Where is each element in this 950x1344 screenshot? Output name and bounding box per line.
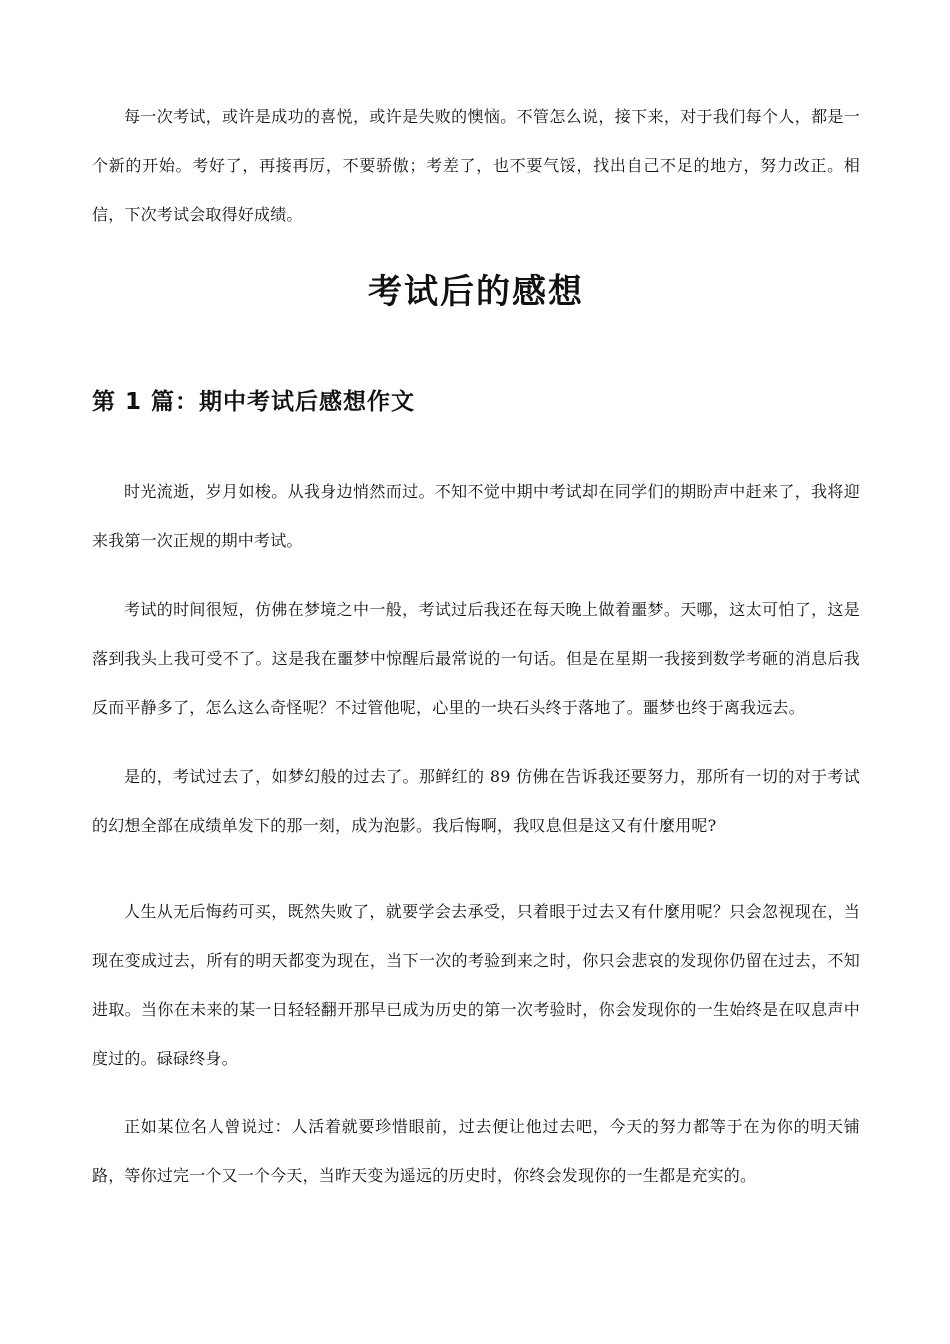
body-paragraph: 正如某位名人曾说过：人活着就要珍惜眼前，过去便让他过去吧，今天的努力都等于在为你的明天铺路，等你过完一个又一个今天，当昨天变为遥远的历史时，你终会发现你的一生都是充实的。 <box>92 1117 860 1185</box>
title-section <box>92 264 860 313</box>
body-paragraph: 考试的时间很短，仿佛在梦境之中一般，考试过后我还在每天晚上做着噩梦。天哪，这太可怕了，这是落到我头上我可受不了。这是我在噩梦中惊醒后最常说的一句话。但是在星期一我接到数学考砸的消息后我反而平静多了，怎么这么奇怪呢？不过管他呢，心里的一块石头终于落地了。噩梦也终于离我远去。 <box>92 600 860 717</box>
section-title: 第 1 篇：期中考试后感想作文 <box>92 389 416 415</box>
body-paragraph: 人生从无后悔药可买，既然失败了，就要学会去承受，只着眼于过去又有什麼用呢？只会忽视现在，当现在变成过去，所有的明天都变为现在，当下一次的考验到来之时，你只会悲哀的发现你仍留在过去，不知进取。当你在未来的某一日轻轻翻开那早已成为历史的第一次考验时，你会发现你的一生始终是在叹息声中度过的。碌碌终身。 <box>92 902 860 1068</box>
paragraph-block-1 <box>92 467 860 565</box>
paragraph-block-5 <box>92 1102 860 1200</box>
body-paragraph: 是的，考试过去了，如梦幻般的过去了。那鲜红的 89 仿佛在告诉我还要努力，那所有一切的对于考试的幻想全部在成绩单发下的那一刻，成为泡影。我后悔啊，我叹息但是这又有什麼用呢? <box>92 767 860 835</box>
intro-paragraph: 每一次考试，或许是成功的喜悦，或许是失败的懊恼。不管怎么说，接下来，对于我们每个人，都是一个新的开始。考好了，再接再厉，不要骄傲；考差了，也不要气馁，找出自己不足的地方，努力改正。相信，下次考试会取得好成绩。 <box>92 107 860 224</box>
body-paragraph: 时光流逝，岁月如梭。从我身边悄然而过。不知不觉中期中考试却在同学们的期盼声中赶来了，我将迎来我第一次正规的期中考试。 <box>92 482 860 550</box>
paragraph-block-4 <box>92 887 860 1083</box>
document-title: 考试后的感想 <box>368 272 584 312</box>
paragraph-block-2 <box>92 585 860 732</box>
intro-section <box>92 92 860 239</box>
paragraph-block-3 <box>92 752 860 850</box>
section-header <box>92 383 860 416</box>
